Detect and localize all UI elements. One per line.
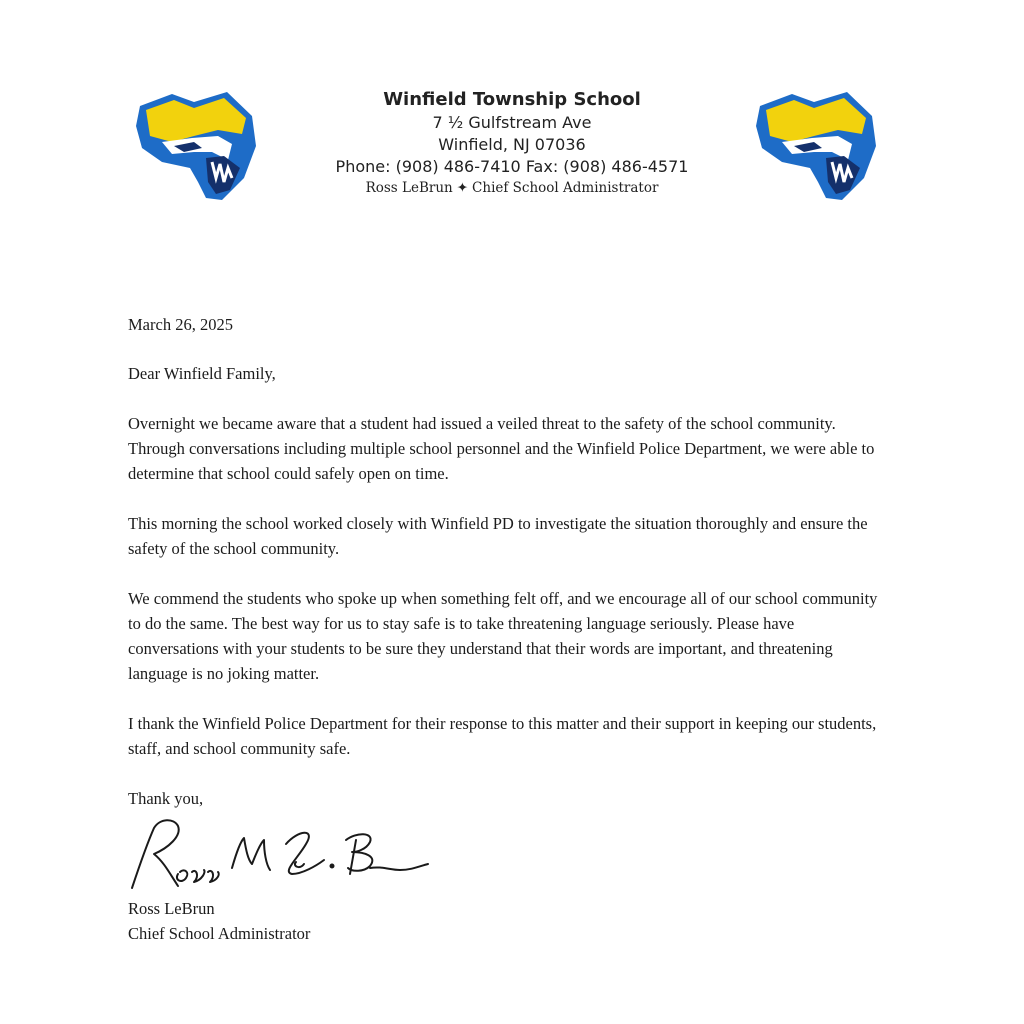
- handwritten-signature: [120, 810, 440, 900]
- wildcat-mascot-icon: [752, 86, 882, 206]
- letter-body: [128, 312, 888, 811]
- phone-fax: Phone: (908) 486-7410 Fax: (908) 486-4571: [335, 157, 689, 176]
- administrator-name: Ross LeBrun: [365, 180, 453, 196]
- wildcat-mascot-icon: [132, 86, 262, 206]
- paragraph: I thank the Winfield Police Department for their response to this matter and their support in keeping our students, staff, and school community safe.: [128, 714, 877, 758]
- paragraph: We commend the students who spoke up when something felt off, and we encourage all of our school community to do the same. The best way for us to stay safe is to take threatening language seriously. Please have conversations with your students to be sure they understand that their words are important, and threatening language is no joking matter.: [128, 589, 878, 683]
- signer-title: Chief School Administrator: [128, 924, 311, 943]
- paragraph: This morning the school worked closely with Winfield PD to investigate the situation thoroughly and ensure the safety of the school community.: [128, 514, 868, 558]
- closing: Thank you,: [128, 789, 204, 808]
- administrator-line: [262, 178, 762, 198]
- school-name: Winfield Township School: [383, 89, 641, 110]
- signer-name: Ross LeBrun: [128, 899, 215, 918]
- address-line-2: Winfield, NJ 07036: [438, 135, 586, 154]
- letterhead: [262, 88, 762, 198]
- four-point-star-icon: ✦: [456, 180, 469, 196]
- letter-date: March 26, 2025: [128, 315, 233, 334]
- signature-block: [128, 896, 310, 946]
- paragraph: Overnight we became aware that a student had issued a veiled threat to the safety of the school community. Through conversations including multiple school personnel and the Winfield Police Department, we were able to determine that school could safely open on time.: [128, 414, 875, 483]
- address-line-1: 7 ½ Gulfstream Ave: [432, 113, 592, 132]
- salutation: Dear Winfield Family,: [128, 364, 276, 383]
- administrator-title: Chief School Administrator: [472, 180, 659, 196]
